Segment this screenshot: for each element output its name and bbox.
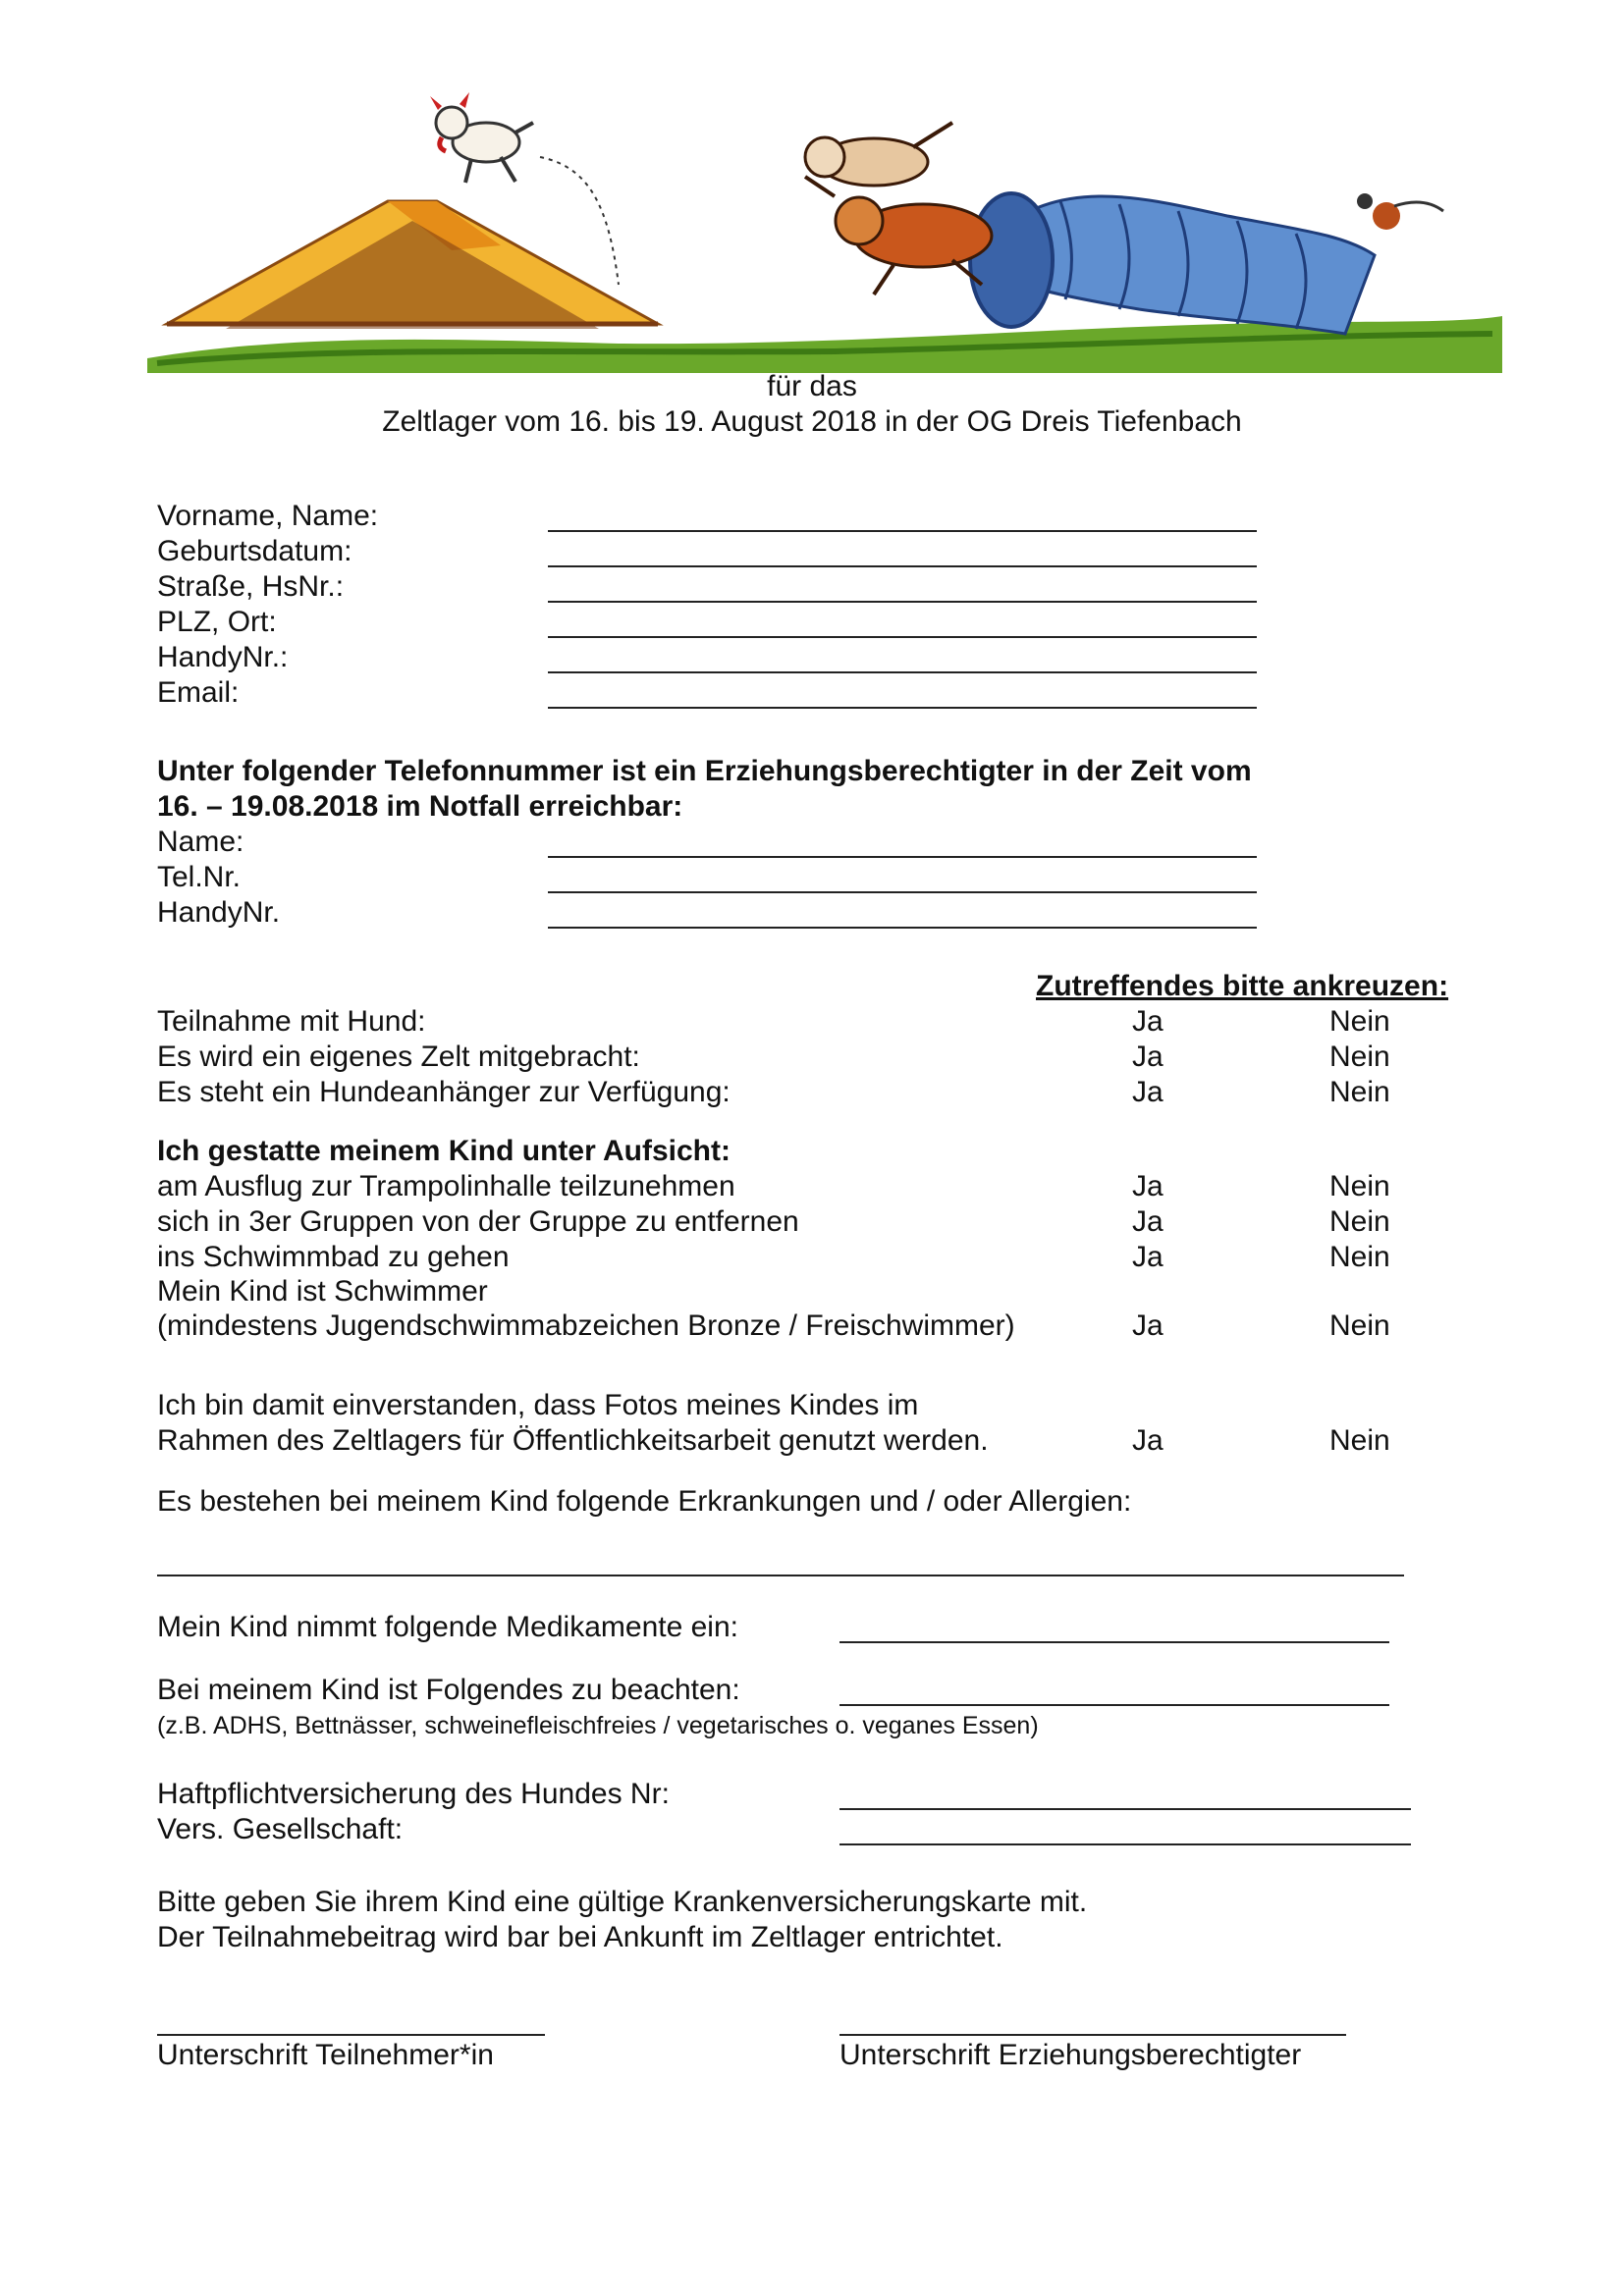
answer-no[interactable]: Nein <box>1329 1170 1390 1202</box>
answer-no[interactable]: Nein <box>1329 1241 1390 1273</box>
answer-no[interactable]: Nein <box>1329 1041 1390 1073</box>
answer-no[interactable]: Nein <box>1329 1424 1390 1457</box>
question-dog-trailer: Es steht ein Hundeanhänger zur Verfügung: <box>157 1076 731 1108</box>
permission-heading: Ich gestatte meinem Kind unter Aufsicht: <box>157 1135 731 1167</box>
checkbox-instruction: Zutreffendes bitte ankreuzen: <box>1036 970 1449 1002</box>
photo-consent-line2: Rahmen des Zeltlagers für Öffentlichkeitsarbeit genutzt werden. <box>157 1424 989 1457</box>
field-line-city[interactable] <box>548 636 1257 638</box>
field-line-street[interactable] <box>548 601 1257 603</box>
field-label-email: Email: <box>157 676 240 709</box>
allergies-line[interactable] <box>157 1575 1404 1576</box>
signature-line-participant[interactable] <box>157 2034 545 2036</box>
question-dog: Teilnahme mit Hund: <box>157 1005 426 1038</box>
signature-label-participant: Unterschrift Teilnehmer*in <box>157 2039 494 2071</box>
field-line-birthdate[interactable] <box>548 565 1257 567</box>
answer-yes[interactable]: Ja <box>1132 1076 1164 1108</box>
emergency-heading-dates: 16. – 19.08.2018 im Notfall erreichbar: <box>157 790 683 823</box>
field-line-mobile[interactable] <box>548 671 1257 673</box>
answer-yes[interactable]: Ja <box>1132 1205 1164 1238</box>
medication-line[interactable] <box>839 1641 1389 1643</box>
answer-yes[interactable]: Ja <box>1132 1170 1164 1202</box>
answer-no[interactable]: Nein <box>1329 1205 1390 1238</box>
insurer-line[interactable] <box>839 1843 1411 1845</box>
answer-no[interactable]: Nein <box>1329 1309 1390 1342</box>
emergency-line-name[interactable] <box>548 856 1257 858</box>
emergency-label-name: Name: <box>157 826 244 858</box>
answer-yes[interactable]: Ja <box>1132 1241 1164 1273</box>
signature-label-guardian: Unterschrift Erziehungsberechtigter <box>839 2039 1302 2071</box>
emergency-heading: Unter folgender Telefonnummer ist ein Erziehungsberechtigter in der Zeit vom <box>157 755 1252 787</box>
medication-label: Mein Kind nimmt folgende Medikamente ein: <box>157 1611 738 1643</box>
answer-yes[interactable]: Ja <box>1132 1005 1164 1038</box>
field-label-mobile: HandyNr.: <box>157 641 289 673</box>
event-title: Zeltlager vom 16. bis 19. August 2018 in der OG Dreis Tiefenbach <box>382 405 1242 438</box>
notes-example: (z.B. ADHS, Bettnässer, schweinefleischfreies / vegetarisches o. veganes Essen) <box>157 1712 1039 1739</box>
question-tent: Es wird ein eigenes Zelt mitgebracht: <box>157 1041 640 1073</box>
health-card-note: Bitte geben Sie ihrem Kind eine gültige Krankenversicherungskarte mit. <box>157 1886 1088 1918</box>
notes-label: Bei meinem Kind ist Folgendes zu beachten: <box>157 1674 740 1706</box>
liability-line[interactable] <box>839 1808 1411 1810</box>
field-line-email[interactable] <box>548 707 1257 709</box>
liability-label: Haftpflichtversicherung des Hundes Nr: <box>157 1778 670 1810</box>
swimmer-requirement: (mindestens Jugendschwimmabzeichen Bronze / Freischwimmer) <box>157 1309 1015 1342</box>
insurer-label: Vers. Gesellschaft: <box>157 1813 404 1845</box>
notes-line[interactable] <box>839 1704 1389 1706</box>
emergency-label-mobile: HandyNr. <box>157 896 281 929</box>
fee-note: Der Teilnahmebeitrag wird bar bei Ankunft im Zeltlager entrichtet. <box>157 1921 1003 1953</box>
allergies-label: Es bestehen bei meinem Kind folgende Erkrankungen und / oder Allergien: <box>157 1485 1132 1518</box>
permission-trampoline: am Ausflug zur Trampolinhalle teilzunehmen <box>157 1170 735 1202</box>
photo-consent-line1: Ich bin damit einverstanden, dass Fotos meines Kindes im <box>157 1389 919 1421</box>
field-line-name[interactable] <box>548 530 1257 532</box>
swimmer-question: Mein Kind ist Schwimmer <box>157 1275 488 1308</box>
answer-no[interactable]: Nein <box>1329 1076 1390 1108</box>
answer-yes[interactable]: Ja <box>1132 1309 1164 1342</box>
permission-pool: ins Schwimmbad zu gehen <box>157 1241 510 1273</box>
emergency-label-phone: Tel.Nr. <box>157 861 242 893</box>
agility-dogs-illustration <box>147 88 1502 373</box>
subtitle-for: für das <box>767 370 857 402</box>
emergency-line-phone[interactable] <box>548 891 1257 893</box>
field-label-city: PLZ, Ort: <box>157 606 277 638</box>
answer-no[interactable]: Nein <box>1329 1005 1390 1038</box>
answer-yes[interactable]: Ja <box>1132 1424 1164 1457</box>
field-label-name: Vorname, Name: <box>157 500 379 532</box>
field-label-street: Straße, HsNr.: <box>157 570 345 603</box>
emergency-line-mobile[interactable] <box>548 927 1257 929</box>
field-label-birthdate: Geburtsdatum: <box>157 535 352 567</box>
permission-groups: sich in 3er Gruppen von der Gruppe zu entfernen <box>157 1205 799 1238</box>
signature-line-guardian[interactable] <box>839 2034 1346 2036</box>
answer-yes[interactable]: Ja <box>1132 1041 1164 1073</box>
